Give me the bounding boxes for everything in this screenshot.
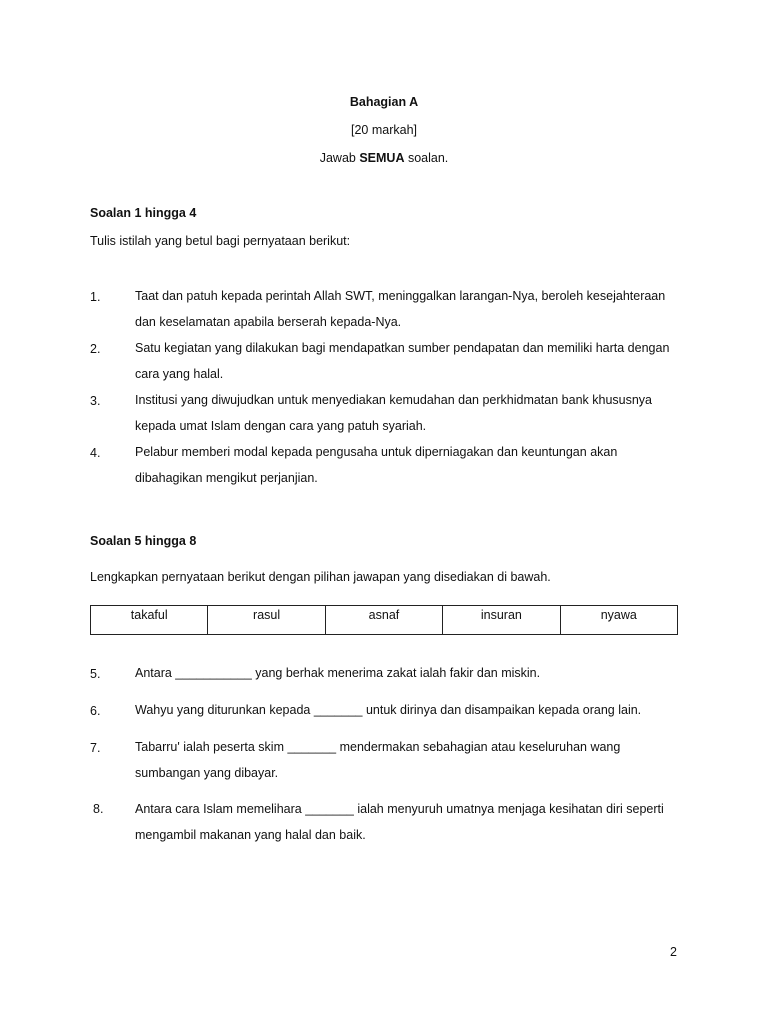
question-2-text: Satu kegiatan yang dilakukan bagi mendapatkan sumber pendapatan dan memiliki harta dengan cara yang halal. bbox=[135, 341, 670, 381]
question-5-text: Antara ___________ yang berhak menerima zakat ialah fakir dan miskin. bbox=[135, 666, 541, 680]
option-cell: insuran bbox=[443, 606, 560, 635]
option-cell: rasul bbox=[208, 606, 325, 635]
option-cell: asnaf bbox=[325, 606, 442, 635]
question-6-number: 6. bbox=[90, 704, 101, 718]
instruction-line bbox=[0, 151, 768, 165]
part2-instruction: Lengkapkan pernyataan berikut dengan pilihan jawapan yang disediakan di bawah. bbox=[90, 570, 551, 584]
instruction-suffix: soalan. bbox=[404, 151, 449, 165]
question-1-number: 1. bbox=[90, 290, 101, 304]
question-7-text: Tabarru' ialah peserta skim _______ mendermakan sebahagian atau keseluruhan wang sumbangan yang dibayar. bbox=[135, 740, 621, 780]
option-cell: nyawa bbox=[560, 606, 677, 635]
instruction-prefix: Jawab bbox=[319, 151, 360, 165]
part2-heading: Soalan 5 hingga 8 bbox=[90, 534, 197, 548]
question-5-number: 5. bbox=[90, 667, 101, 681]
question-3-number: 3. bbox=[90, 394, 101, 408]
question-3-text: Institusi yang diwujudkan untuk menyediakan kemudahan dan perkhidmatan bank khususnya kepada umat Islam dengan cara yang patuh syariah. bbox=[135, 393, 652, 433]
answer-options-table bbox=[90, 605, 678, 635]
option-cell: takaful bbox=[91, 606, 208, 635]
question-6-text: Wahyu yang diturunkan kepada _______ untuk dirinya dan disampaikan kepada orang lain. bbox=[135, 703, 642, 717]
page-number: 2 bbox=[670, 945, 677, 959]
question-4-number: 4. bbox=[90, 446, 101, 460]
part1-instruction: Tulis istilah yang betul bagi pernyataan berikut: bbox=[90, 234, 351, 248]
question-8-number: 8. bbox=[93, 802, 104, 816]
part1-heading: Soalan 1 hingga 4 bbox=[90, 206, 197, 220]
question-4-text: Pelabur memberi modal kepada pengusaha untuk diperniagakan dan keuntungan akan dibahagikan mengikut perjanjian. bbox=[135, 445, 618, 485]
section-title: Bahagian A bbox=[349, 95, 419, 109]
question-1-text: Taat dan patuh kepada perintah Allah SWT, meninggalkan larangan-Nya, beroleh kesejahteraan dan keselamatan apabila berserah kepada-Nya. bbox=[135, 289, 666, 329]
instruction-bold: SEMUA bbox=[359, 151, 405, 165]
question-7-number: 7. bbox=[90, 741, 101, 755]
question-2-number: 2. bbox=[90, 342, 101, 356]
marks-label: [20 markah] bbox=[350, 123, 417, 137]
question-8-text: Antara cara Islam memelihara _______ ialah menyuruh umatnya menjaga kesihatan diri seperti mengambil makanan yang halal dan baik. bbox=[135, 802, 664, 842]
